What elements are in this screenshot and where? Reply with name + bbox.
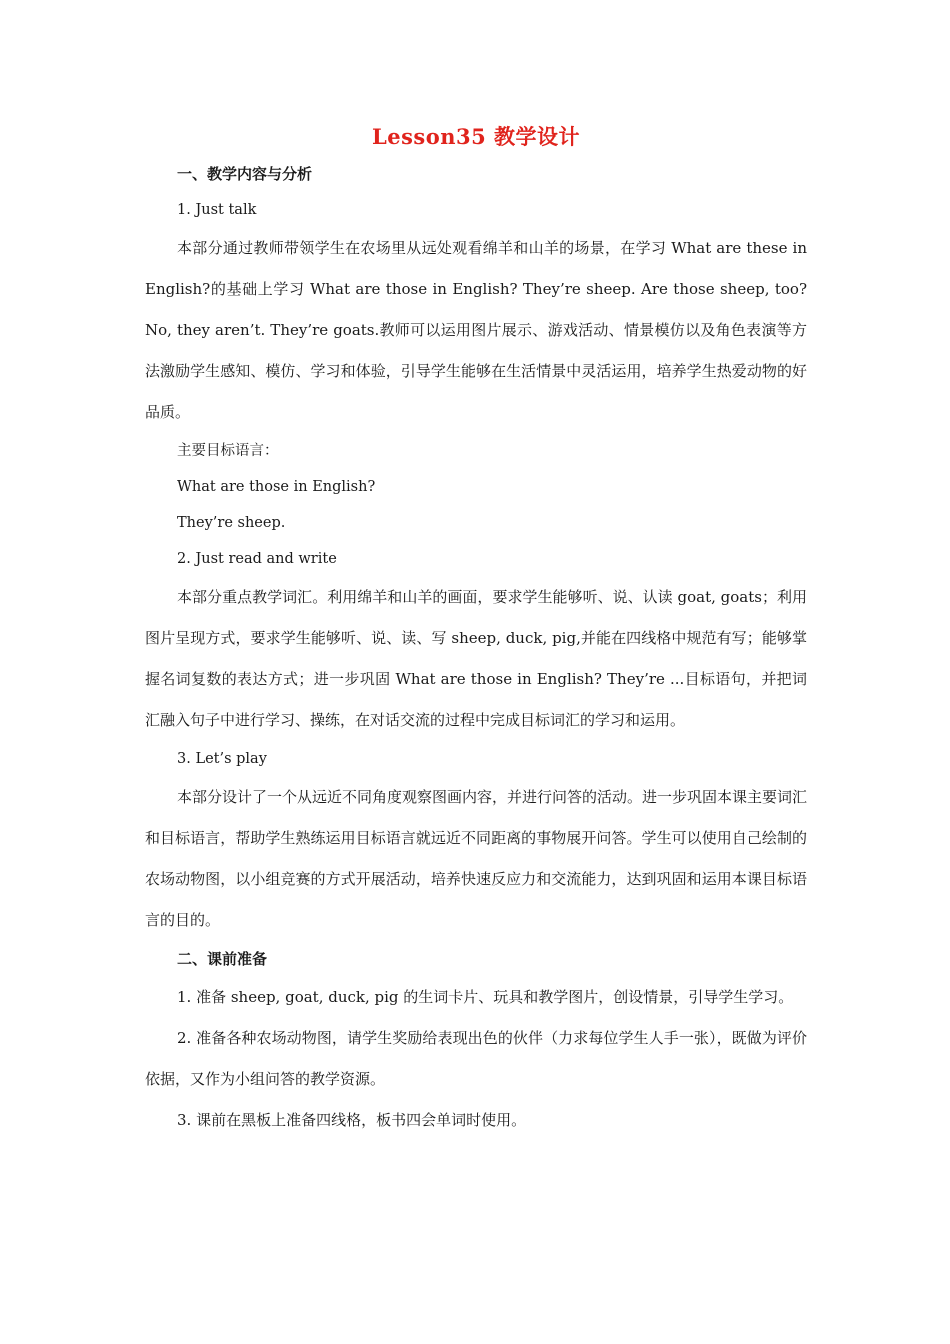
preparation-item-3: 3. 课前在黑板上准备四线格，板书四会单词时使用。 [177,1111,527,1129]
part-label-read-write: 2. Just read and write [177,551,337,567]
paragraph-lets-play: 本部分设计了一个从远近不同角度观察图画内容，并进行问答的活动。进一步巩固本课主要词汇和目标语言，帮助学生熟练运用目标语言就远近不同距离的事物展开问答。学生可以使用自己绘制的农场动物图，以小组竞赛的方式开展活动，培养快速反应力和交流能力，达到巩固和运用本课目标语言的目的。 [145,788,808,929]
target-language-label: 主要目标语言： [177,443,279,459]
preparation-item-1: 1. 准备 sheep, goat, duck, pig 的生词卡片、玩具和教学图片，创设情景，引导学生学习。 [177,988,794,1006]
target-language-line-1: What are those in English? [177,479,376,495]
target-language-line-2: They’re sheep. [177,515,286,531]
paragraph-just-talk: 本部分通过教师带领学生在农场里从远处观看绵羊和山羊的场景，在学习 What are these in English?的基础上学习 What are those in English? They’re sheep. Are those sheep, too? No, they aren’t. They’re goats.教师可以运用图片展示、游戏活动、情景模仿以及角色表演等方法激励学生感知、模仿、学习和体验，引导学生能够在生活情景中灵活运用，培养学生热爱动物的好品质。 [145,239,807,421]
preparation-item-2: 2. 准备各种农场动物图，请学生奖励给表现出色的伙伴（力求每位学生人手一张），既做为评价依据，又作为小组问答的教学资源。 [145,1029,807,1088]
part-label-lets-play: 3. Let’s play [177,751,267,767]
section-heading-preparation: 二、课前准备 [177,950,268,968]
document-page [145,118,807,1141]
part-label-just-talk: 1. Just talk [177,202,257,218]
paragraph-read-write: 本部分重点教学词汇。利用绵羊和山羊的画面，要求学生能够听、说、认读 goat, goats；利用图片呈现方式，要求学生能够听、说、读、写 sheep, duck, pig,并能在四线格中规范有写；能够掌握名词复数的表达方式；进一步巩固 What are those in English? They’re ...目标语句，并把词汇融入句子中进行学习、操练，在对话交流的过程中完成目标词汇的学习和运用。 [145,588,807,729]
section-heading-content-analysis: 一、教学内容与分析 [177,165,313,183]
page-title: Lesson35 教学设计 [371,124,581,149]
